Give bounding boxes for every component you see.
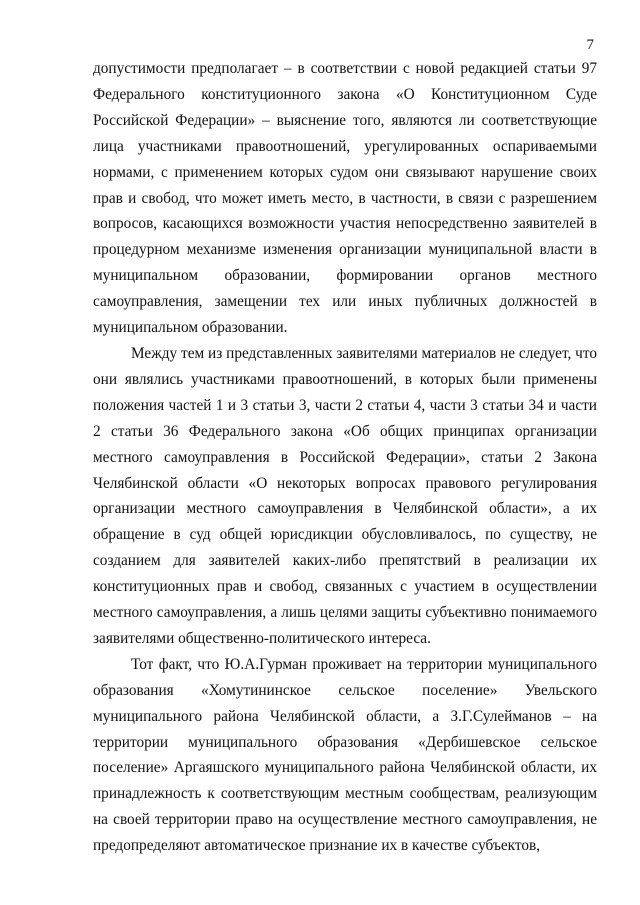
- paragraph: Тот факт, что Ю.А.Гурман проживает на территории муниципального образования «Хомутининское сельское поселение» Увельского муниципального района Челябинской области, а З.Г.Сулейманов – на территории муниципального образования «Дербишевское сельское поселение» Аргаяшского муниципального района Челябинской области, их принадлежность к соответствующим местным сообществам, реализующим на своей территории право на осуществление местного самоуправления, не предопределяют автоматическое признание их в качестве субъектов,: [93, 655, 597, 855]
- page-number: 7: [586, 37, 594, 53]
- paragraph-continuation: допустимости предполагает – в соответствии с новой редакцией статьи 97 Федерального конституционного закона «О Конституционном Суде Российской Федерации» – выяснение того, являются ли соответствующие лица участниками правоотношений, урегулированных оспариваемыми нормами, с применением которых судом они связывают нарушение своих прав и свобод, что может иметь место, в частности, в связи с разрешением вопросов, касающихся возможности участия непосредственно заявителей в процедурном механизме изменения организации муниципальной власти в муниципальном образовании, формировании органов местного самоуправления, замещении тех или иных публичных должностей в муниципальном образовании.: [93, 60, 597, 337]
- document-body: [93, 56, 597, 859]
- paragraph: Между тем из представленных заявителями материалов не следует, что они являлись участниками правоотношений, в которых были применены положения частей 1 и 3 статьи 3, части 2 статьи 4, части 3 статьи 34 и части 2 статьи 36 Федерального закона «Об общих принципах организации местного самоуправления в Российской Федерации», статьи 2 Закона Челябинской области «О некоторых вопросах правового регулирования организации местного самоуправления в Челябинской области», а их обращение в суд общей юрисдикции обусловливалось, по существу, не созданием для заявителей каких-либо препятствий в реализации их конституционных прав и свобод, связанных с участием в осуществлении местного самоуправления, а лишь целями защиты субъективно понимаемого заявителями общественно-политического интереса.: [93, 344, 597, 647]
